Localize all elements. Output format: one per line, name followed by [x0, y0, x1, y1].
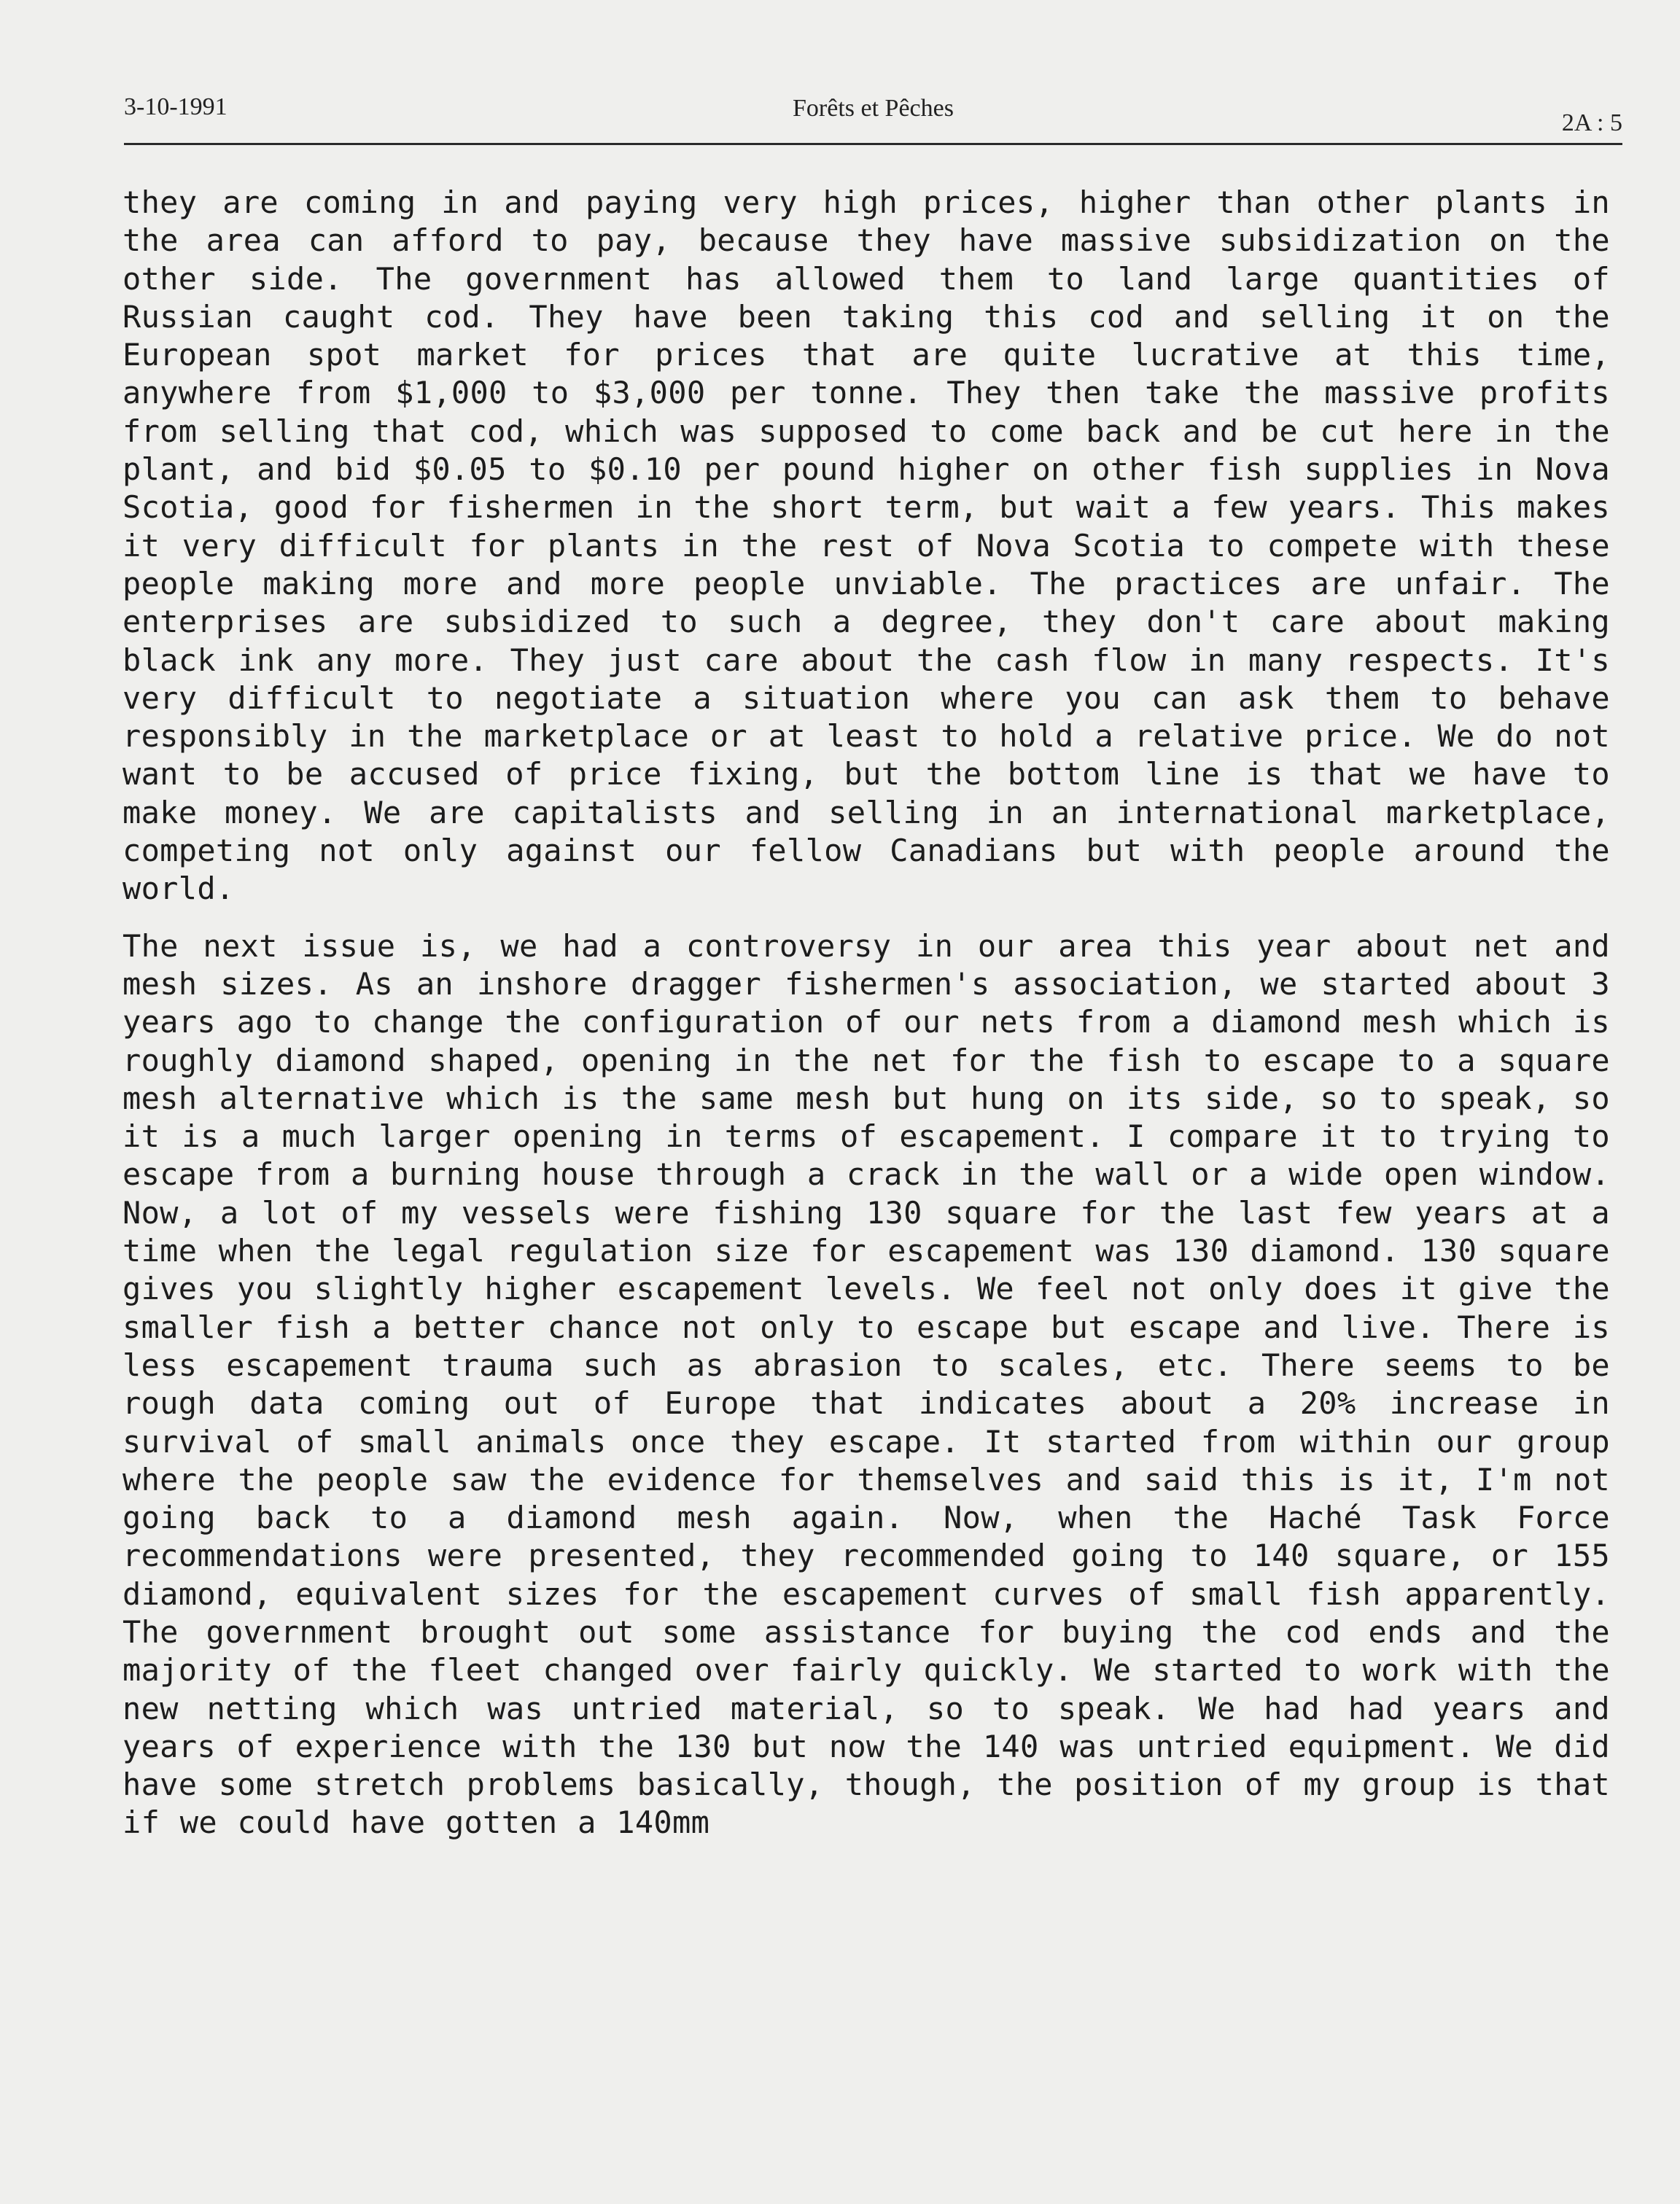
page-header	[124, 86, 1622, 145]
paragraph-1: they are coming in and paying very high prices, higher than other plants in the area can afford to pay, because they have massive subsidization on the other side. The government has allowed them to land large quantities of Russian caught cod. They have been taking this cod and selling it on the European spot market for prices that are quite lucrative at this time, anywhere from $1,000 to $3,000 per tonne. They then take the massive profits from selling that cod, which was supposed to come back and be cut here in the plant, and bid $0.05 to $0.10 per pound higher on other fish supplies in Nova Scotia, good for fishermen in the short term, but wait a few years. This makes it very difficult for plants in the rest of Nova Scotia to compete with these people making more and more people unviable. The practices are unfair. The enterprises are subsidized to such a degree, they don't care about making black ink any more. They just care about the cash flow in many respects. It's very difficult to negotiate a situation where you can ask them to behave responsibly in the marketplace or at least to hold a relative price. We do not want to be accused of price fixing, but the bottom line is that we have to make money. We are capitalists and selling in an international marketplace, competing not only against our fellow Canadians but with people around the world.	[122, 184, 1610, 907]
paragraph-2: The next issue is, we had a controversy in our area this year about net and mesh sizes. As an inshore dragger fishermen's association, we started about 3 years ago to change the configuration of our nets from a diamond mesh which is roughly diamond shaped, opening in the net for the fish to escape to a square mesh alternative which is the same mesh but hung on its side, so to speak, so it is a much larger opening in terms of escapement. I compare it to trying to escape from a burning house through a crack in the wall or a wide open window. Now, a lot of my vessels were fishing 130 square for the last few years at a time when the legal regulation size for escapement was 130 diamond. 130 square gives you slightly higher escapement levels. We feel not only does it give the smaller fish a better chance not only to escape but escape and live. There is less escapement trauma such as abrasion to scales, etc. There seems to be rough data coming out of Europe that indicates about a 20% increase in survival of small animals once they escape. It started from within our group where the people saw the evidence for themselves and said this is it, I'm not going back to a diamond mesh again. Now, when the Haché Task Force recommendations were presented, they recommended going to 140 square, or 155 diamond, equivalent sizes for the escapement curves of small fish apparently. The government brought out some assistance for buying the cod ends and the majority of the fleet changed over fairly quickly. We started to work with the new netting which was untried material, so to speak. We had had years and years of experience with the 130 but now the 140 was untried equipment. We did have some stretch problems basically, though, the position of my group is that if we could have gotten a 140mm	[122, 927, 1610, 1841]
header-title: Forêts et Pêches	[793, 95, 954, 122]
document-body	[122, 184, 1610, 1842]
header-date: 3-10-1991	[124, 93, 228, 120]
header-page-number: 2A : 5	[1561, 109, 1622, 136]
